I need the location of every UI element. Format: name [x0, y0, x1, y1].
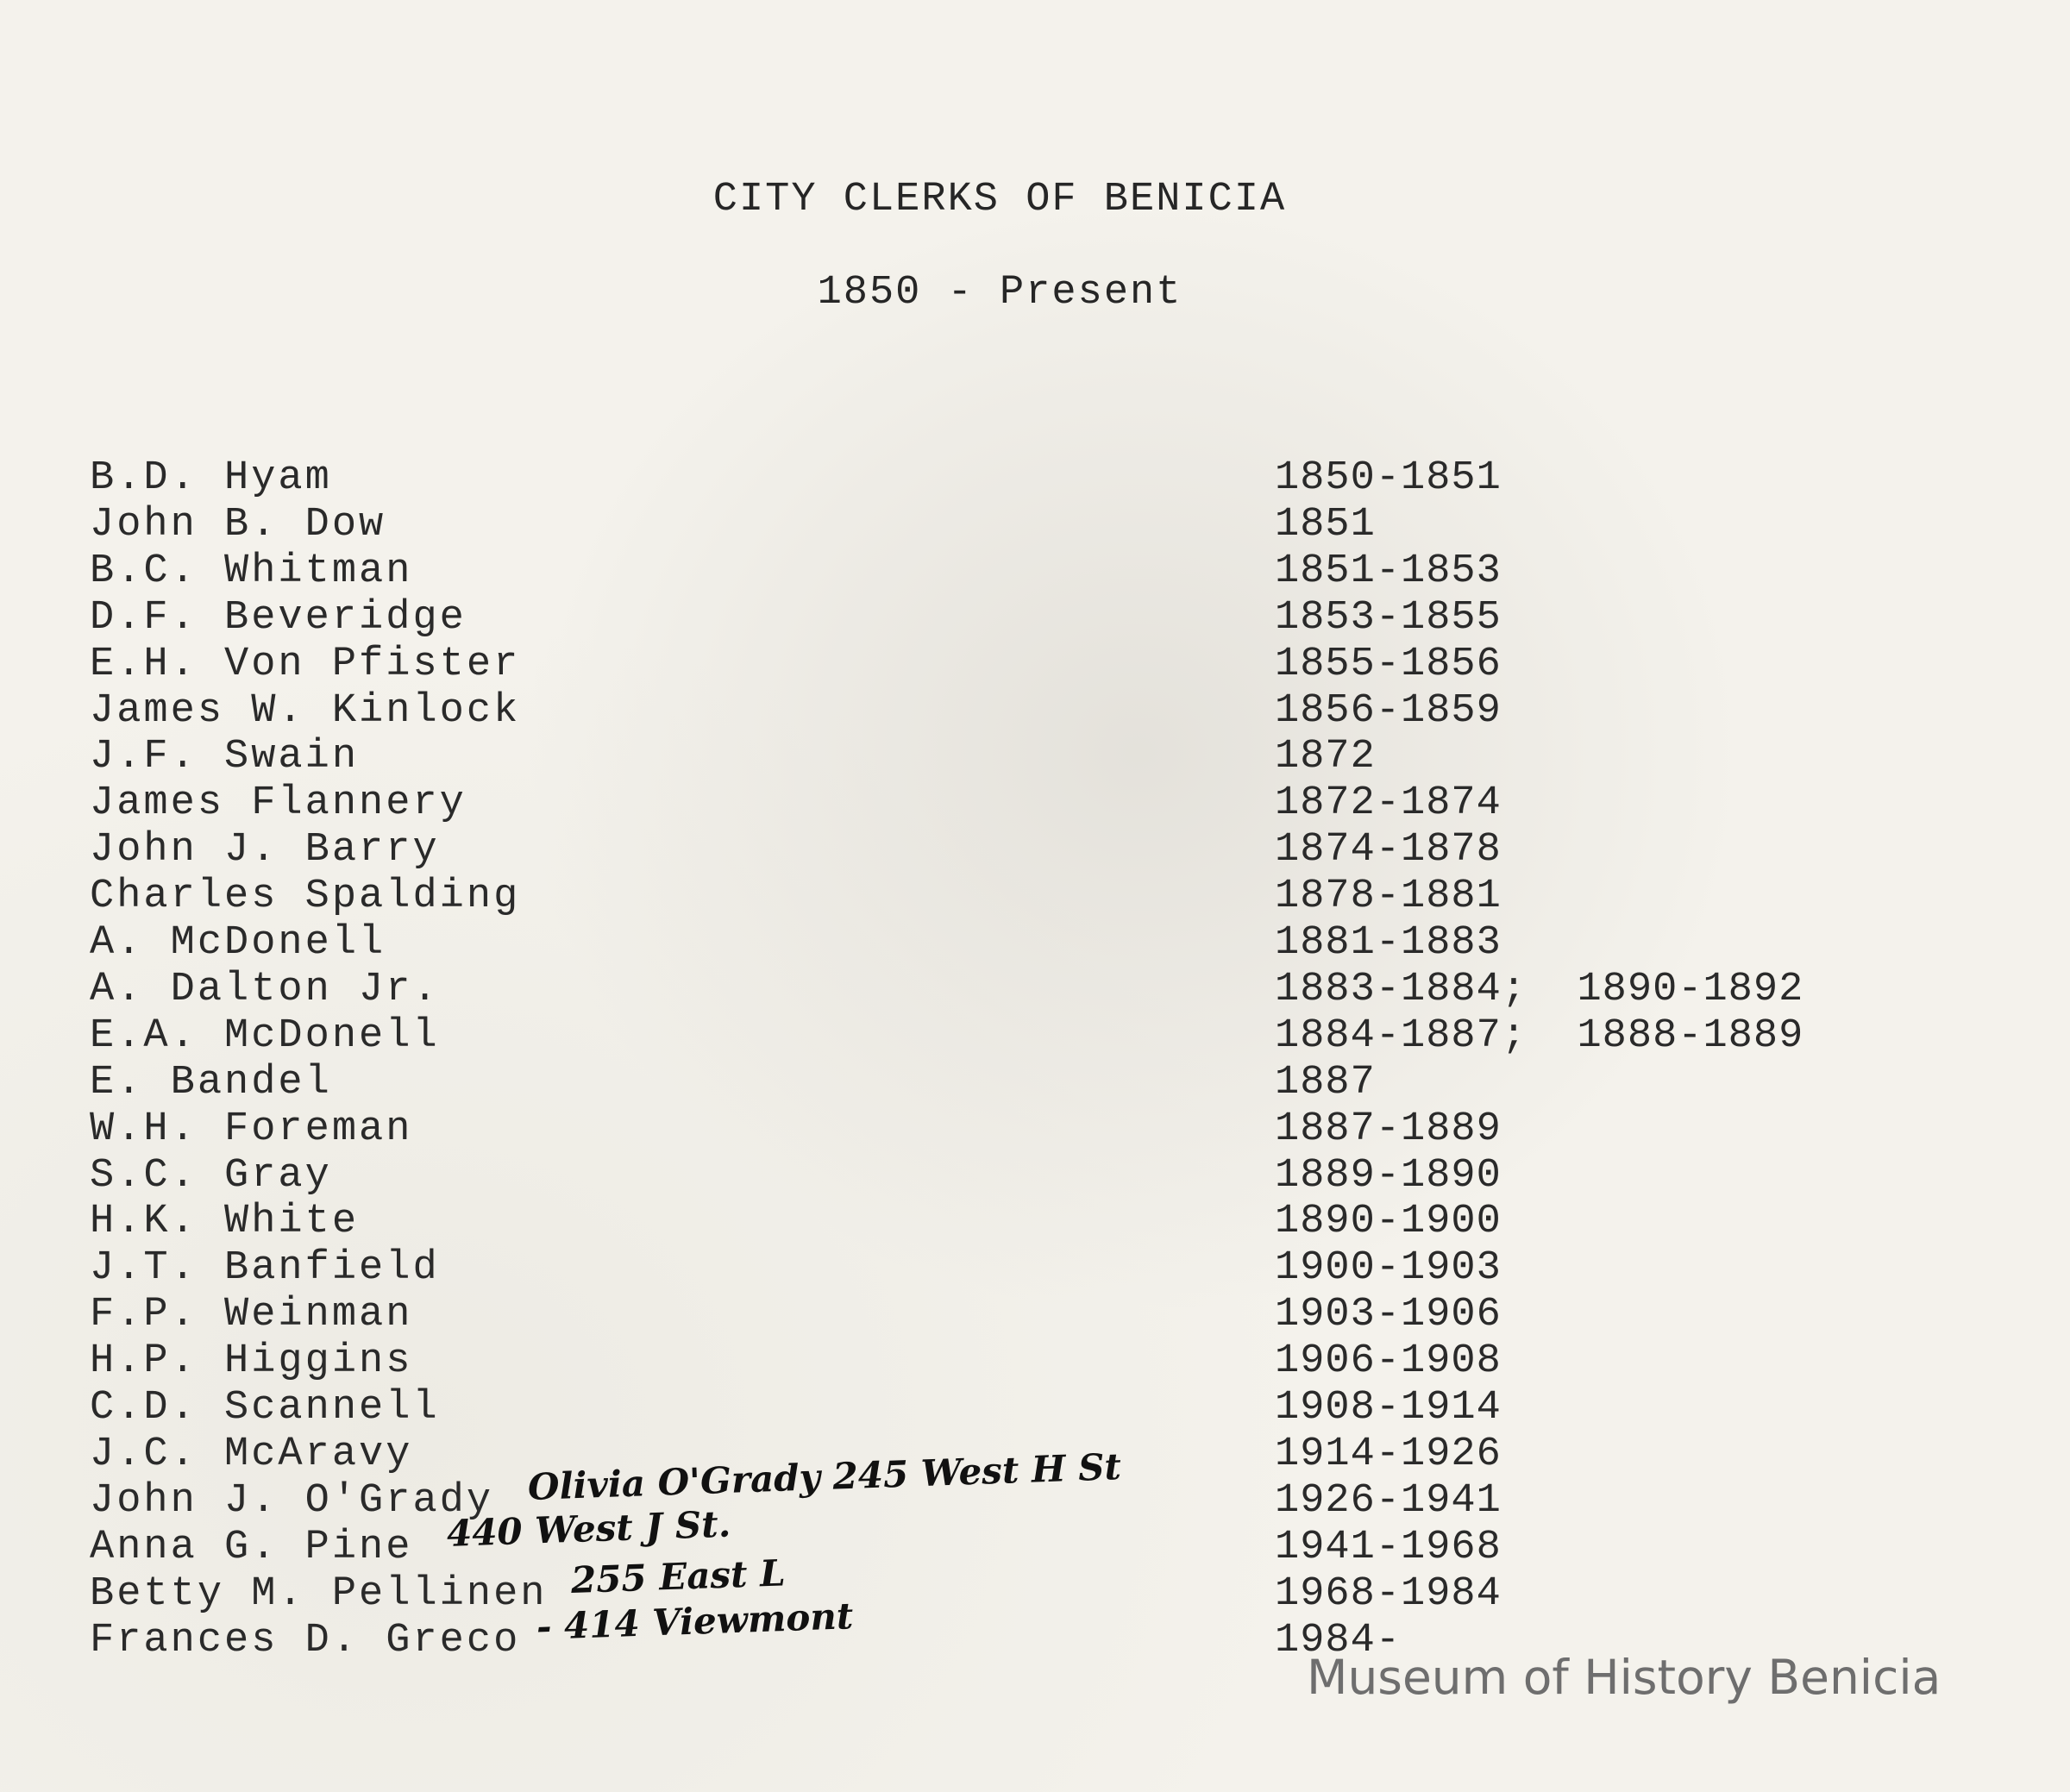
clerk-name: J.T. Banfield: [90, 1245, 440, 1291]
clerk-row: [0, 642, 2070, 688]
clerk-name: Frances D. Greco: [90, 1618, 521, 1664]
clerk-years: 1883-1884; 1890-1892: [1275, 967, 1804, 1012]
clerk-years: 1941-1968: [1275, 1525, 1502, 1570]
clerk-name: W.H. Foreman: [90, 1106, 413, 1152]
clerk-years: 1850-1851: [1275, 455, 1502, 501]
clerk-years: 1878-1881: [1275, 874, 1502, 919]
clerk-years: 1926-1941: [1275, 1478, 1502, 1524]
clerk-years: 1906-1908: [1275, 1338, 1502, 1384]
clerk-name: A. Dalton Jr.: [90, 967, 440, 1012]
clerk-row: [0, 595, 2070, 642]
clerk-name: Betty M. Pellinen: [90, 1571, 548, 1617]
clerk-name: James W. Kinlock: [90, 688, 521, 734]
clerk-years: 1887-1889: [1275, 1106, 1502, 1152]
clerk-name: John J. O'Grady: [90, 1478, 494, 1524]
clerk-row: [0, 780, 2070, 827]
clerk-years: 1853-1855: [1275, 595, 1502, 641]
clerk-row: [0, 827, 2070, 874]
clerk-years: 1984-: [1275, 1618, 1402, 1664]
clerk-name: B.C. Whitman: [90, 548, 413, 594]
clerk-name: James Flannery: [90, 780, 467, 826]
clerk-name: S.C. Gray: [90, 1153, 332, 1199]
clerk-years: 1851: [1275, 502, 1376, 548]
clerk-row: [0, 502, 2070, 548]
handwritten-note: Olivia O'Grady 245 West H St: [527, 1444, 1122, 1508]
clerk-name: J.C. McAravy: [90, 1432, 413, 1477]
clerk-years: 1881-1883: [1275, 920, 1502, 966]
clerk-years: 1914-1926: [1275, 1432, 1502, 1477]
clerk-row: [0, 1060, 2070, 1106]
clerk-name: F.P. Weinman: [90, 1292, 413, 1338]
clerk-name: H.P. Higgins: [90, 1338, 413, 1384]
watermark: Museum of History Benicia: [1307, 1650, 1941, 1705]
clerk-years: 1903-1906: [1275, 1292, 1502, 1338]
clerk-row: [0, 688, 2070, 735]
clerk-row: [0, 967, 2070, 1013]
handwritten-note: 440 West J St.: [446, 1502, 731, 1555]
clerk-row: [0, 1338, 2070, 1385]
clerk-years: 1887: [1275, 1060, 1376, 1106]
clerk-row: [0, 1106, 2070, 1153]
clerk-years: 1908-1914: [1275, 1385, 1502, 1431]
clerk-name: John B. Dow: [90, 502, 386, 548]
document-title: CITY CLERKS OF BENICIA: [712, 177, 1287, 222]
clerk-years: 1884-1887; 1888-1889: [1275, 1013, 1804, 1059]
clerk-row: [0, 1245, 2070, 1292]
clerk-years: 1872: [1275, 734, 1376, 780]
clerk-name: E.A. McDonell: [90, 1013, 440, 1059]
document-subtitle: 1850 - Present: [817, 270, 1182, 316]
clerk-years: 1856-1859: [1275, 688, 1502, 734]
clerk-name: D.F. Beveridge: [90, 595, 467, 641]
clerk-row: [0, 920, 2070, 967]
clerk-years: 1855-1856: [1275, 642, 1502, 687]
clerk-row: [0, 1502, 2070, 1571]
clerk-years: 1874-1878: [1275, 827, 1502, 873]
clerk-name: C.D. Scannell: [90, 1385, 440, 1431]
clerk-years: 1872-1874: [1275, 780, 1502, 826]
clerk-name: John J. Barry: [90, 827, 440, 873]
handwritten-note: 255 East L: [570, 1551, 787, 1601]
clerk-row: [0, 734, 2070, 780]
clerk-row: [0, 1199, 2070, 1245]
clerk-name: J.F. Swain: [90, 734, 360, 780]
clerk-years: 1968-1984: [1275, 1571, 1502, 1617]
clerk-row: [0, 548, 2070, 595]
clerk-years: 1889-1890: [1275, 1153, 1502, 1199]
clerk-years: 1900-1903: [1275, 1245, 1502, 1291]
clerk-row: [0, 874, 2070, 920]
clerk-years: 1851-1853: [1275, 548, 1502, 594]
clerk-row: [0, 1292, 2070, 1338]
clerk-name: Charles Spalding: [90, 874, 521, 919]
clerk-name: A. McDonell: [90, 920, 386, 966]
clerk-row: [0, 1551, 2070, 1618]
clerk-row: [0, 1385, 2070, 1432]
clerk-row: [0, 1153, 2070, 1200]
clerk-name: H.K. White: [90, 1199, 360, 1244]
handwritten-note: - 414 Viewmont: [536, 1595, 855, 1648]
clerk-years: 1890-1900: [1275, 1199, 1502, 1244]
clerk-name: E.H. Von Pfister: [90, 642, 521, 687]
clerk-name: B.D. Hyam: [90, 455, 332, 501]
clerk-row: [0, 1013, 2070, 1060]
clerk-name: E. Bandel: [90, 1060, 332, 1106]
clerk-row: [0, 455, 2070, 502]
clerk-name: Anna G. Pine: [90, 1525, 413, 1570]
